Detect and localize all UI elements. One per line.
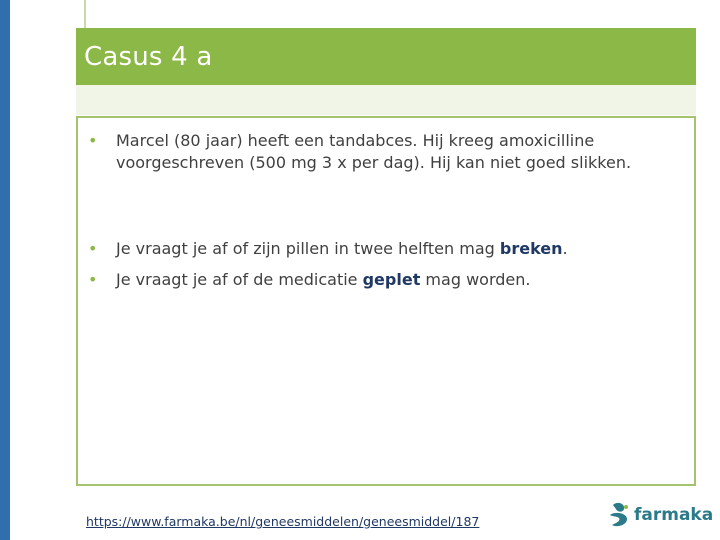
left-accent-bar (0, 0, 10, 540)
bullet-dot: • (88, 270, 98, 289)
content-box (76, 116, 696, 486)
bullet-text: Je vraagt je af of zijn pillen in twee helften mag (116, 239, 500, 258)
bullet-text-end: . (562, 239, 568, 258)
bullet-text: Je vraagt je af of de medicatie (116, 270, 363, 289)
bullet-emphasis: breken (499, 239, 563, 258)
title-bar (76, 28, 696, 85)
bullet-item (88, 130, 676, 174)
bullet-dot: • (88, 131, 98, 150)
farmaka-logo (607, 500, 713, 530)
bullet-text-end: mag worden. (420, 270, 531, 289)
bullet-item (88, 269, 676, 291)
logo-text: farmaka (634, 505, 714, 525)
source-link[interactable]: https://www.farmaka.be/nl/geneesmiddelen/geneesmiddel/187 (86, 514, 480, 529)
top-strip (76, 0, 720, 28)
bullet-text: Marcel (80 jaar) heeft een tandabces. Hij kreeg amoxicilline voorgeschreven (500 mg 3 x per dag). Hij kan niet goed slikken. (116, 131, 632, 172)
slide-title: Casus 4 a (84, 41, 213, 72)
bullet-item (88, 238, 676, 260)
bullet-emphasis: geplet (362, 270, 421, 289)
farmaka-logo-icon (607, 501, 631, 529)
title-sub-bar (76, 85, 696, 115)
bullet-dot: • (88, 239, 98, 258)
